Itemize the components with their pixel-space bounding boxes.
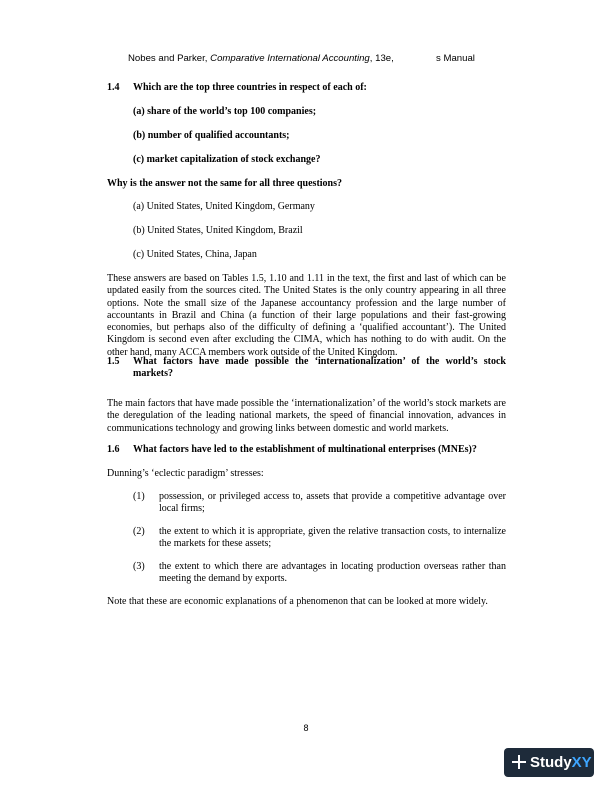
running-header xyxy=(128,53,488,64)
question-number: 1.4 xyxy=(107,82,120,93)
question-1-5-heading xyxy=(107,356,506,380)
list-item-text: the extent to which there are advantages in locating production overseas rather than meeting the demand by exports. xyxy=(159,561,506,585)
list-item-text: the extent to which it is appropriate, given the relative transaction costs, to internalize the markets for these assets; xyxy=(159,526,506,550)
question-followup: Why is the answer not the same for all three questions? xyxy=(107,178,342,189)
question-1-6-heading xyxy=(107,444,543,456)
list-item-label: (3) xyxy=(133,561,145,572)
question-part-c: (c) market capitalization of stock exchange? xyxy=(133,154,321,165)
answer-a: (a) United States, United Kingdom, Germany xyxy=(133,201,315,212)
question-part-a: (a) share of the world’s top 100 companies; xyxy=(133,106,317,117)
answer-c: (c) United States, China, Japan xyxy=(133,249,257,260)
question-text: Which are the top three countries in respect of each of: xyxy=(133,82,367,93)
badge-brand-main: Study xyxy=(530,754,572,771)
list-item xyxy=(133,491,506,516)
header-book-title: Comparative International Accounting xyxy=(210,53,370,64)
header-authors: Nobes and Parker, xyxy=(128,53,211,64)
list-item xyxy=(133,526,506,551)
question-text: What factors have made possible the ‘internationalization’ of the world’s stock markets? xyxy=(133,356,506,379)
header-edition: , 13e, xyxy=(369,53,394,64)
question-number: 1.5 xyxy=(107,356,120,367)
answer-b: (b) United States, United Kingdom, Brazil xyxy=(133,225,303,236)
answer-1-5: The main factors that have made possible the ‘internationalization’ of the world’s stock markets are the deregulation of the leading national markets, the speed of financial innovation, advances in communications technology and growing links between domestic and world markets. xyxy=(107,398,506,434)
list-item-text: possession, or privileged access to, assets that provide a competitive advantage over local firms; xyxy=(159,491,506,515)
list-item-label: (1) xyxy=(133,491,145,502)
question-part-b: (b) number of qualified accountants; xyxy=(133,130,290,141)
question-text: What factors have led to the establishment of multinational enterprises (MNEs)? xyxy=(133,444,477,455)
question-number: 1.6 xyxy=(107,444,120,455)
badge-brand-accent: XY xyxy=(571,754,592,771)
header-suffix: s Manual xyxy=(436,53,475,64)
answer-discussion: These answers are based on Tables 1.5, 1.10 and 1.11 in the text, the first and last of which can be updated easily from the sources cited. The United States is the only country appearing in all three options. Note the small size of the Japanese accountancy profession and the large number of accountants in Brazil and China (a function of their large populations and their fast-growing economies, but perhaps also of the difficulty of defining a ‘qualified accountant’). The United Kingdom is second even after excluding the CIMA, which has nothing to do with audit. On the other hand, many ACCA members work outside of the United Kingdom. xyxy=(107,273,506,358)
question-1-4-heading xyxy=(107,82,533,94)
studyxy-badge[interactable] xyxy=(504,748,594,777)
plus-icon xyxy=(504,748,530,777)
page-number: 8 xyxy=(303,723,309,733)
list-item-label: (2) xyxy=(133,526,145,537)
answer-1-6-note: Note that these are economic explanations of a phenomenon that can be looked at more widely. xyxy=(107,596,488,607)
answer-1-6-intro: Dunning’s ‘eclectic paradigm’ stresses: xyxy=(107,468,264,479)
list-item xyxy=(133,561,506,586)
